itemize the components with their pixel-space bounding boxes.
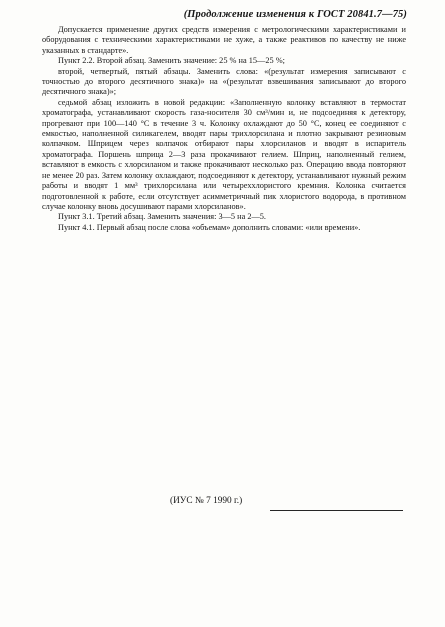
source-reference: (ИУС № 7 1990 г.) [170, 496, 243, 506]
paragraph-seventh-new-edition: седьмой абзац изложить в новой редакции: «Заполненную колонку вставляют в термостат хроматографа, устанавливают скорость газа-носителя 30 см³/мин и, не подсоединяя к детектору, прогревают при 100—140 °С в течение 3 ч. Колонку охлаждают до 50 °С, конец ее соединяют с емкостью, наполненной силикагелем, вводят пары трихлорсилана и плотно закрывают резиновым колпачком. Шприцем через колпачок отбирают пары хлорсиланов и вводят в испаритель хроматографа. Поршень шприца 2—3 раза прокачивают гелием. Шприц, наполненный гелием, вставляют в емкость с хлорсиланом и также прокачивают несколько раз. Операцию ввода повторяют не менее 20 раз. Затем колонку охлаждают, подсоединяют к детектору, устанавливают нужный режим работы и вводят 1 мм³ трихлорсилана или четыреххлористого кремния. Колонка считается подготовленной к работе, если отсутствует асимметричный пик хлористого водорода, в противном случае колонку вновь досушивают парами хлорсиланов». [42, 97, 406, 211]
signature-block [170, 496, 410, 510]
paragraph-permission: Допускается применение других средств измерения с метрологическими характеристиками и оборудования с техническими характеристиками не хуже, а также реактивов по качеству не ниже указанных в стандарте». [42, 25, 406, 55]
paragraph-clause-4-1: Пункт 4.1. Первый абзац после слова «объемам» дополнить словами: «или времени». [58, 222, 361, 232]
document-body [42, 25, 406, 233]
signature-rule [270, 510, 403, 511]
paragraph-clause-2-2: Пункт 2.2. Второй абзац. Заменить значение: 25 % на 15—25 %; [58, 56, 285, 66]
paragraph-second-fourth-fifth: второй, четвертый, пятый абзацы. Заменить слова: «(результат измерения записывают с точностью до второго десятичного знака)» на «(результат взвешивания записывают до второго десятичного знака)»; [42, 66, 406, 97]
paragraph-clause-3-1: Пункт 3.1. Третий абзац. Заменить значения: 3—5 на 2—5. [58, 212, 267, 222]
page-header: (Продолжение изменения к ГОСТ 20841.7—75) [183, 9, 407, 20]
